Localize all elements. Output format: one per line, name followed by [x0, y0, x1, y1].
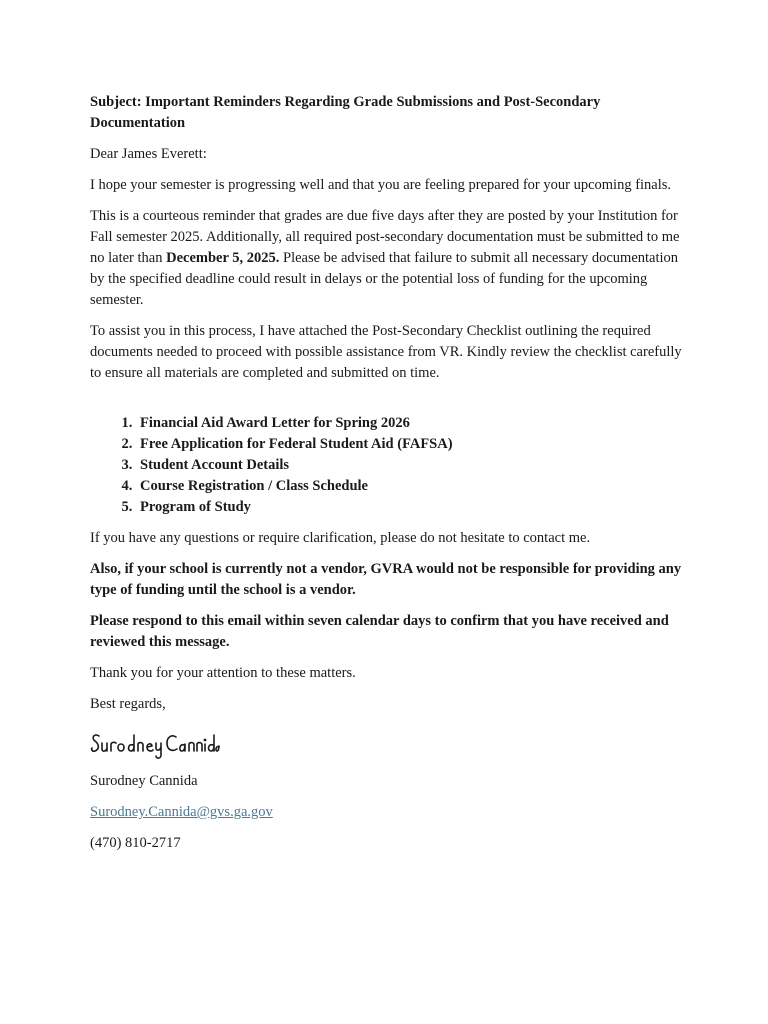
email-subject: Subject: Important Reminders Regarding Grade Submissions and Post-Secondary Documentation — [90, 94, 601, 131]
thanks-paragraph: Thank you for your attention to these matters. — [90, 665, 356, 681]
vendor-notice: Also, if your school is currently not a vendor, GVRA would not be responsible for providing any type of funding until the school is a vendor. — [90, 561, 682, 598]
letter-body — [90, 92, 690, 864]
signer-name: Surodney Cannida — [90, 773, 198, 789]
phone-number: (470) 810-2717 — [90, 835, 181, 851]
intro-paragraph: I hope your semester is progressing well and that you are feeling prepared for your upcoming finals. — [90, 177, 672, 193]
checklist-intro-paragraph: To assist you in this process, I have attached the Post-Secondary Checklist outlining the required documents needed to proceed with possible assistance from VR. Kindly review the checklist carefully to ensure all materials are completed and submitted on time. — [90, 323, 682, 381]
deadline-text-start: This is a courteous reminder that grades are due five days after they are posted by your Institution for Fall semester 2025. Additionally, all required post-secondary documentation must be submitted to me no later than — [90, 208, 680, 266]
checklist-item: 2. Free Application for Federal Student Aid (FAFSA) — [136, 434, 690, 455]
checklist-item: 3. Student Account Details — [136, 455, 690, 476]
deadline-paragraph — [90, 206, 690, 311]
checklist-item: 4. Course Registration / Class Schedule — [136, 476, 690, 497]
handwritten-signature — [90, 727, 690, 761]
email-link[interactable]: Surodney.Cannida@gvs.ga.gov — [90, 804, 273, 820]
questions-paragraph: If you have any questions or require clarification, please do not hesitate to contact me. — [90, 530, 591, 546]
deadline-date: December 5, 2025. — [166, 250, 280, 266]
closing: Best regards, — [90, 696, 166, 712]
checklist-item: 5. Program of Study — [136, 497, 690, 518]
email-paragraph — [90, 802, 690, 823]
greeting: Dear James Everett: — [90, 146, 207, 162]
deadline-text-end: Please be advised that failure to submit all necessary documentation by the specified deadline could result in delays or the potential loss of funding for the upcoming semester. — [90, 250, 679, 308]
response-request: Please respond to this email within seven calendar days to confirm that you have received and reviewed this message. — [90, 613, 669, 650]
document-checklist — [90, 413, 690, 518]
checklist-item: 1. Financial Aid Award Letter for Spring 2026 — [136, 413, 690, 434]
